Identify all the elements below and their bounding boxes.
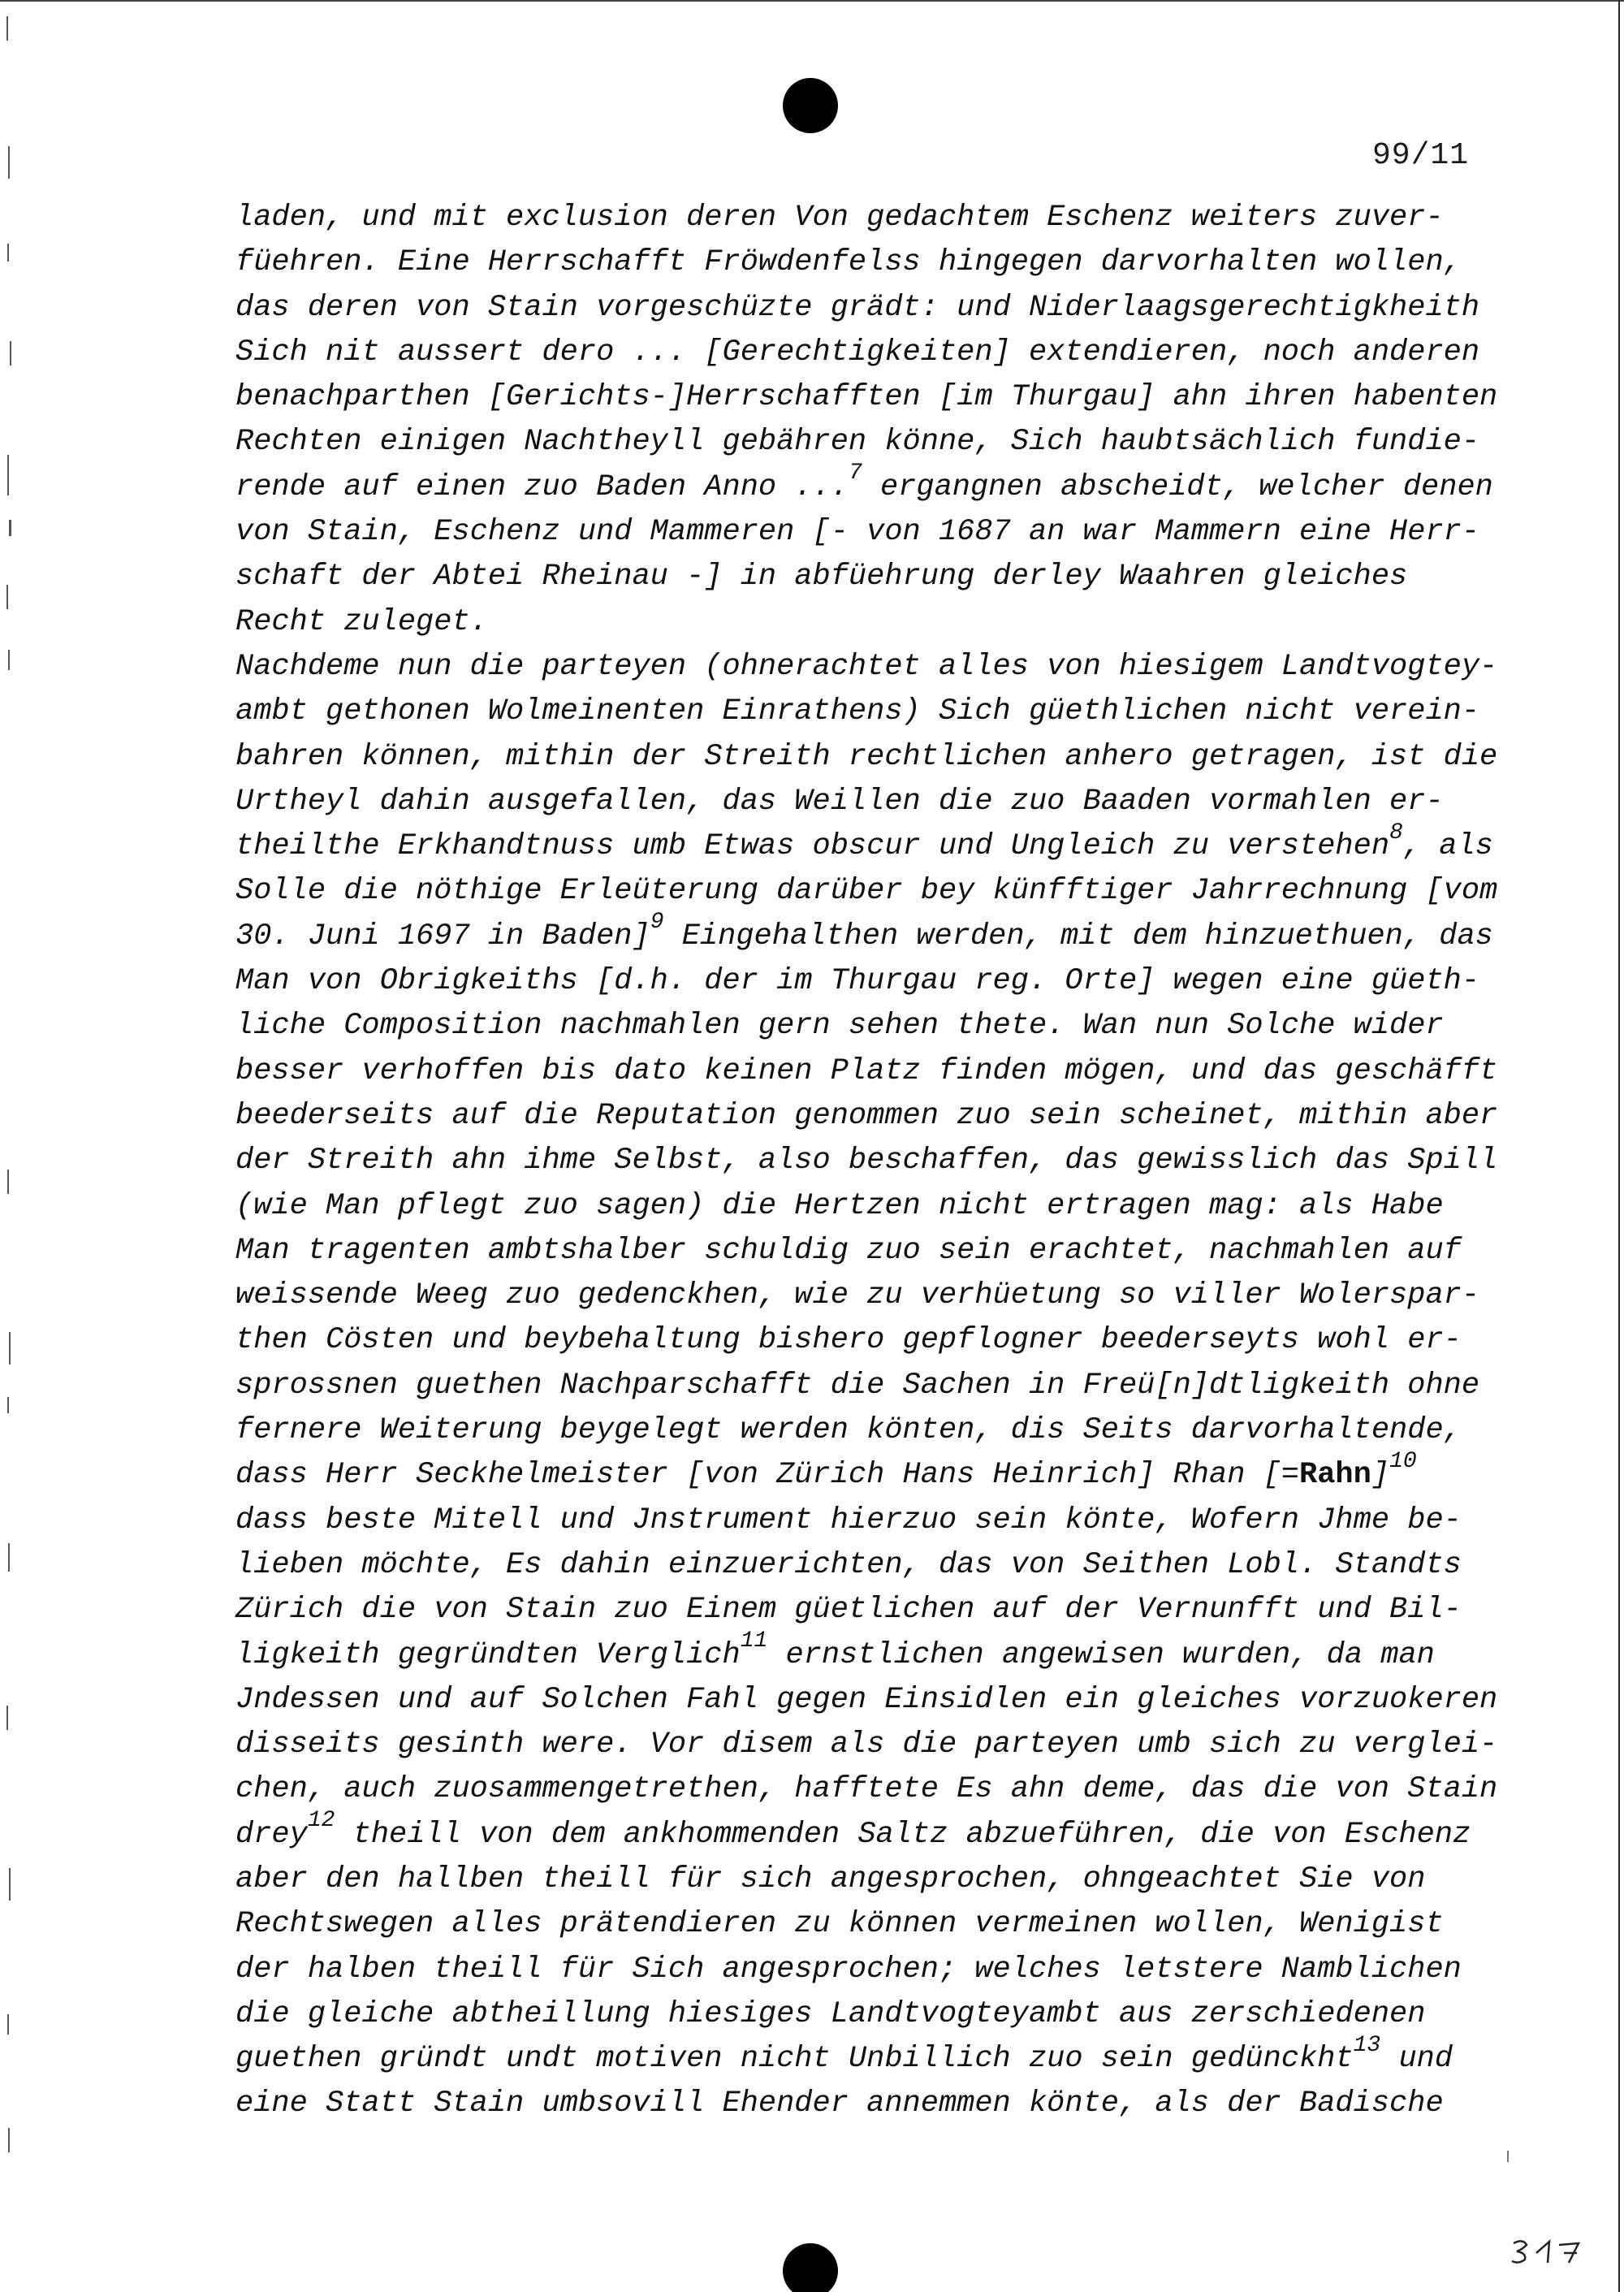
text-segment: sprossnen guethen Nachparschafft die Sachen in Freü[n]dtligkeith ohne <box>235 1368 1480 1403</box>
text-line <box>235 645 1502 690</box>
text-line <box>235 1139 1502 1183</box>
text-line <box>235 1004 1502 1049</box>
text-line <box>235 1184 1502 1229</box>
text-segment: (wie Man pflegt zuo sagen) die Hertzen nicht ertragen mag: als Habe <box>235 1188 1444 1223</box>
text-segment: , als <box>1402 829 1493 864</box>
text-segment: ligkeith gegründten Verglich <box>235 1637 741 1672</box>
text-segment: Jndessen und auf Solchen Fahl gegen Einsidlen ein gleiches vorzuokeren <box>235 1682 1498 1717</box>
scan-top-edge <box>0 0 1624 2</box>
text-segment: disseits gesinth were. Vor disem als die parteyen umb sich zu verglei- <box>235 1728 1498 1762</box>
text-segment: ] <box>1371 1458 1390 1493</box>
text-segment: ergangnen abscheidt, welcher denen <box>862 469 1493 504</box>
text-line <box>235 1318 1502 1363</box>
text-segment: Solle die nöthige Erleüterung darüber bey künfftiger Jahrrechnung [vom <box>235 874 1498 909</box>
text-segment: lieben möchte, Es dahin einzuerichten, das von Seithen Lobl. Standts <box>235 1547 1462 1582</box>
text-line <box>235 1857 1502 1902</box>
footnote-marker: 9 <box>650 910 664 936</box>
text-segment: von Stain, Eschenz und Mammeren [- von 1687 an war Mammern eine Herr- <box>235 515 1480 550</box>
handwritten-folio-mark <box>1509 2235 1590 2268</box>
text-segment: Eingehalthen werden, mit dem hinzuethuen, das <box>663 919 1493 954</box>
binding-marks <box>0 0 19 2292</box>
punch-hole-top <box>783 78 838 133</box>
text-line <box>235 1808 1502 1857</box>
body-text <box>235 196 1502 2127</box>
text-segment: besser verhoffen bis dato keinen Platz finden mögen, und das geschäfft <box>235 1053 1498 1088</box>
text-line <box>235 735 1502 780</box>
text-segment: rende auf einen zuo Baden Anno ... <box>235 469 849 504</box>
text-line <box>235 1678 1502 1723</box>
text-line <box>235 869 1502 914</box>
text-line <box>235 600 1502 645</box>
text-segment: Man von Obrigkeiths [d.h. der im Thurgau reg. Orte] wegen eine güeth- <box>235 964 1480 999</box>
footnote-marker: 12 <box>307 1808 335 1834</box>
text-line <box>235 375 1502 420</box>
text-line <box>235 780 1502 824</box>
bold-text: Rahn <box>1299 1458 1371 1493</box>
text-line <box>235 555 1502 599</box>
text-line <box>235 196 1502 240</box>
text-segment: das deren von Stain vorgeschüzte grädt: und Niderlaagsgerechtigkheith <box>235 290 1480 325</box>
text-line <box>235 420 1502 465</box>
text-line <box>235 1498 1502 1543</box>
text-segment: schaft der Abtei Rheinau -] in abfüehrung derley Waahren gleiches <box>235 560 1408 595</box>
text-segment: Rechten einigen Nachtheyll gebähren könne, Sich haubtsächlich fundie- <box>235 425 1480 460</box>
text-line <box>235 690 1502 734</box>
text-segment: guethen gründt undt motiven nicht Unbillich zuo sein gedünckht <box>235 2042 1354 2077</box>
text-segment: der halben theill für Sich angesprochen; welches letstere Namblichen <box>235 1952 1462 1987</box>
text-segment: und <box>1380 2042 1453 2077</box>
text-line <box>235 1274 1502 1318</box>
footnote-marker: 8 <box>1389 819 1403 845</box>
text-line <box>235 1588 1502 1633</box>
text-line <box>235 959 1502 1004</box>
punch-hole-bottom <box>783 2243 838 2292</box>
text-line <box>235 1049 1502 1094</box>
text-segment: bahren können, mithin der Streith rechtlichen anhero getragen, ist die <box>235 739 1498 774</box>
text-segment: ambt gethonen Wolmeinenten Einrathens) Sich güethlichen nicht verein- <box>235 694 1480 729</box>
text-segment: dass Herr Seckhelmeister [von Zürich Hans Heinrich] Rhan [= <box>235 1458 1300 1493</box>
text-segment: der Streith ahn ihme Selbst, also beschaffen, das gewisslich das Spill <box>235 1144 1498 1178</box>
text-line <box>235 286 1502 331</box>
text-line <box>235 1408 1502 1453</box>
text-line <box>235 1992 1502 2037</box>
text-segment: Urtheyl dahin ausgefallen, das Weillen die zuo Baaden vormahlen er- <box>235 784 1444 819</box>
text-segment: laden, und mit exclusion deren Von gedachtem Eschenz weiters zuver- <box>235 201 1444 235</box>
text-segment: Man tragenten ambtshalber schuldig zuo sein erachtet, nachmahlen auf <box>235 1233 1462 1268</box>
text-line <box>235 1094 1502 1139</box>
text-segment: liche Composition nachmahlen gern sehen thete. Wan nun Solche wider <box>235 1009 1444 1044</box>
footnote-marker: 7 <box>848 461 862 487</box>
text-line <box>235 240 1502 285</box>
text-line <box>235 1723 1502 1767</box>
text-line <box>235 1948 1502 1992</box>
text-line <box>235 2032 1502 2082</box>
text-line <box>235 1364 1502 1408</box>
footnote-marker: 11 <box>740 1628 768 1654</box>
text-line <box>235 510 1502 555</box>
text-line <box>235 2082 1502 2126</box>
text-line <box>235 1543 1502 1588</box>
text-segment: weissende Weeg zuo gedenckhen, wie zu verhüetung so viller Wolerspar- <box>235 1278 1480 1313</box>
text-segment: Sich nit aussert dero ... [Gerechtigkeiten] extendieren, noch anderen <box>235 335 1480 370</box>
text-segment: die gleiche abtheillung hiesiges Landtvogteyambt aus zerschiedenen <box>235 1996 1426 2031</box>
text-segment: aber den hallben theill für sich angesprochen, ohngeachtet Sie von <box>235 1862 1426 1896</box>
text-segment: 30. Juni 1697 in Baden] <box>235 919 650 954</box>
text-segment: theilthe Erkhandtnuss umb Etwas obscur und Ungleich zu verstehen <box>235 829 1390 864</box>
scan-right-edge <box>1618 0 1620 2292</box>
text-line <box>235 1902 1502 1947</box>
text-segment: füehren. Eine Herrschafft Fröwdenfelss hingegen darvorhalten wollen, <box>235 245 1462 280</box>
text-line <box>235 1229 1502 1274</box>
text-segment: Rechtswegen alles prätendieren zu können vermeinen wollen, Wenigist <box>235 1907 1444 1942</box>
text-line <box>235 331 1502 375</box>
text-line <box>235 910 1502 959</box>
text-line <box>235 1628 1502 1678</box>
text-segment: fernere Weiterung beygelegt werden könten, dis Seits darvorhaltende, <box>235 1413 1462 1448</box>
text-segment: benachparthen [Gerichts-]Herrschafften [im Thurgau] ahn ihren habenten <box>235 380 1498 415</box>
footnote-marker: 13 <box>1353 2032 1381 2058</box>
text-segment: drey <box>235 1817 308 1852</box>
text-segment: chen, auch zuosammengetrethen, hafftete Es ahn deme, das die von Stain <box>235 1772 1498 1807</box>
text-segment: ernstlichen angewisen wurden, da man <box>767 1637 1435 1672</box>
text-segment: Nachdeme nun die parteyen (ohnerachtet alles von hiesigem Landtvogtey- <box>235 649 1498 684</box>
text-line <box>235 461 1502 510</box>
text-segment: Recht zuleget. <box>235 604 488 639</box>
text-line <box>235 1448 1502 1498</box>
page-number: 99/11 <box>1372 138 1470 173</box>
margin-tick-mark <box>1507 2151 1509 2162</box>
text-segment: then Cösten und beybehaltung bishero gepflogner beederseyts wohl er- <box>235 1323 1462 1358</box>
footnote-marker: 10 <box>1389 1448 1417 1474</box>
text-segment: dass beste Mitell und Jnstrument hierzuo sein könte, Wofern Jhme be- <box>235 1503 1462 1537</box>
text-segment: Zürich die von Stain zuo Einem güetlichen auf der Vernunfft und Bil- <box>235 1593 1462 1628</box>
text-segment: beederseits auf die Reputation genommen zuo sein scheinet, mithin aber <box>235 1098 1498 1133</box>
text-segment: theill von dem ankhommenden Saltz abzueführen, die von Eschenz <box>335 1817 1471 1852</box>
text-segment: eine Statt Stain umbsovill Ehender annemmen könte, als der Badische <box>235 2087 1444 2121</box>
text-line <box>235 1767 1502 1812</box>
text-line <box>235 819 1502 869</box>
